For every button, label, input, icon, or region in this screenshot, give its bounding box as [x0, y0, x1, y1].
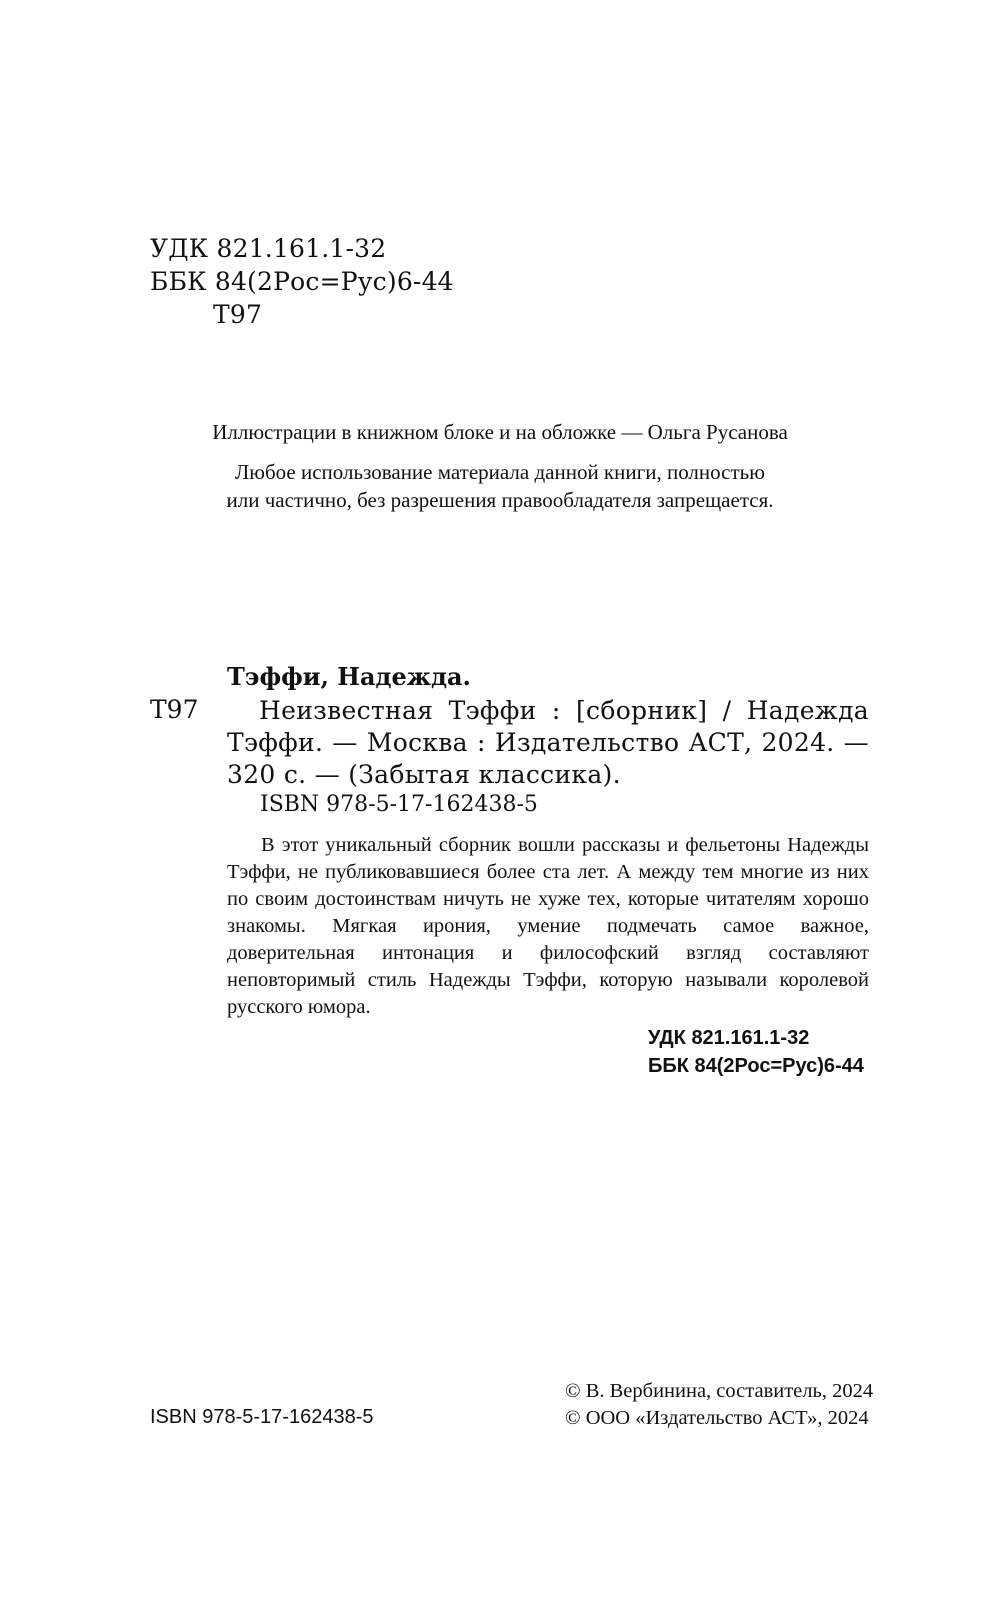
header-udk: УДК 821.161.1-32	[150, 234, 387, 263]
copyright-compiler: © В. Вербинина, составитель, 2024	[565, 1380, 874, 1402]
bib-abstract	[227, 832, 869, 1021]
bib-isbn: ISBN 978-5-17-162438-5	[260, 792, 538, 817]
copyright-publisher: © ООО «Издательство АСТ», 2024	[565, 1407, 869, 1429]
bib-abstract-text: В этот уникальный сборник вошли рассказы и фельетоны Надежды Тэффи, не публиковавшиеся более ста лет. А между тем многие из них по своим достоинствам ничуть не хуже тех, которые читателям хорошо знакомы. Мягкая ирония, умение подмечать самое важное, доверительная интонация и философский взгляд составляют неповторимый стиль Надежды Тэффи, которую называли королевой русского юмора.	[227, 834, 869, 1018]
rights-notice-line-1: Любое использование материала данной книги, полностью	[235, 460, 765, 484]
bib-author-code: Т97	[150, 695, 199, 724]
rights-notice	[150, 458, 850, 514]
bottom-udk: УДК 821.161.1-32	[648, 1027, 810, 1049]
header-bbk: ББК 84(2Рос=Рус)6-44	[150, 267, 454, 296]
bib-author: Тэффи, Надежда.	[227, 662, 471, 691]
illustrations-credit: Иллюстрации в книжном блоке и на обложке — Ольга Русанова	[212, 420, 788, 444]
header-author-code: Т97	[213, 300, 263, 329]
bottom-bbk: ББК 84(2Рос=Рус)6-44	[648, 1055, 864, 1077]
footer-isbn: ISBN 978-5-17-162438-5	[150, 1406, 374, 1428]
bib-description	[227, 695, 869, 791]
bib-description-text: Неизвестная Тэффи : [сборник] / Надежда Тэффи. — Москва : Издательство АСТ, 2024. — 320 с. — (Забытая классика).	[227, 696, 869, 789]
rights-notice-line-2: или частично, без разрешения правообладателя запрещается.	[226, 488, 774, 512]
